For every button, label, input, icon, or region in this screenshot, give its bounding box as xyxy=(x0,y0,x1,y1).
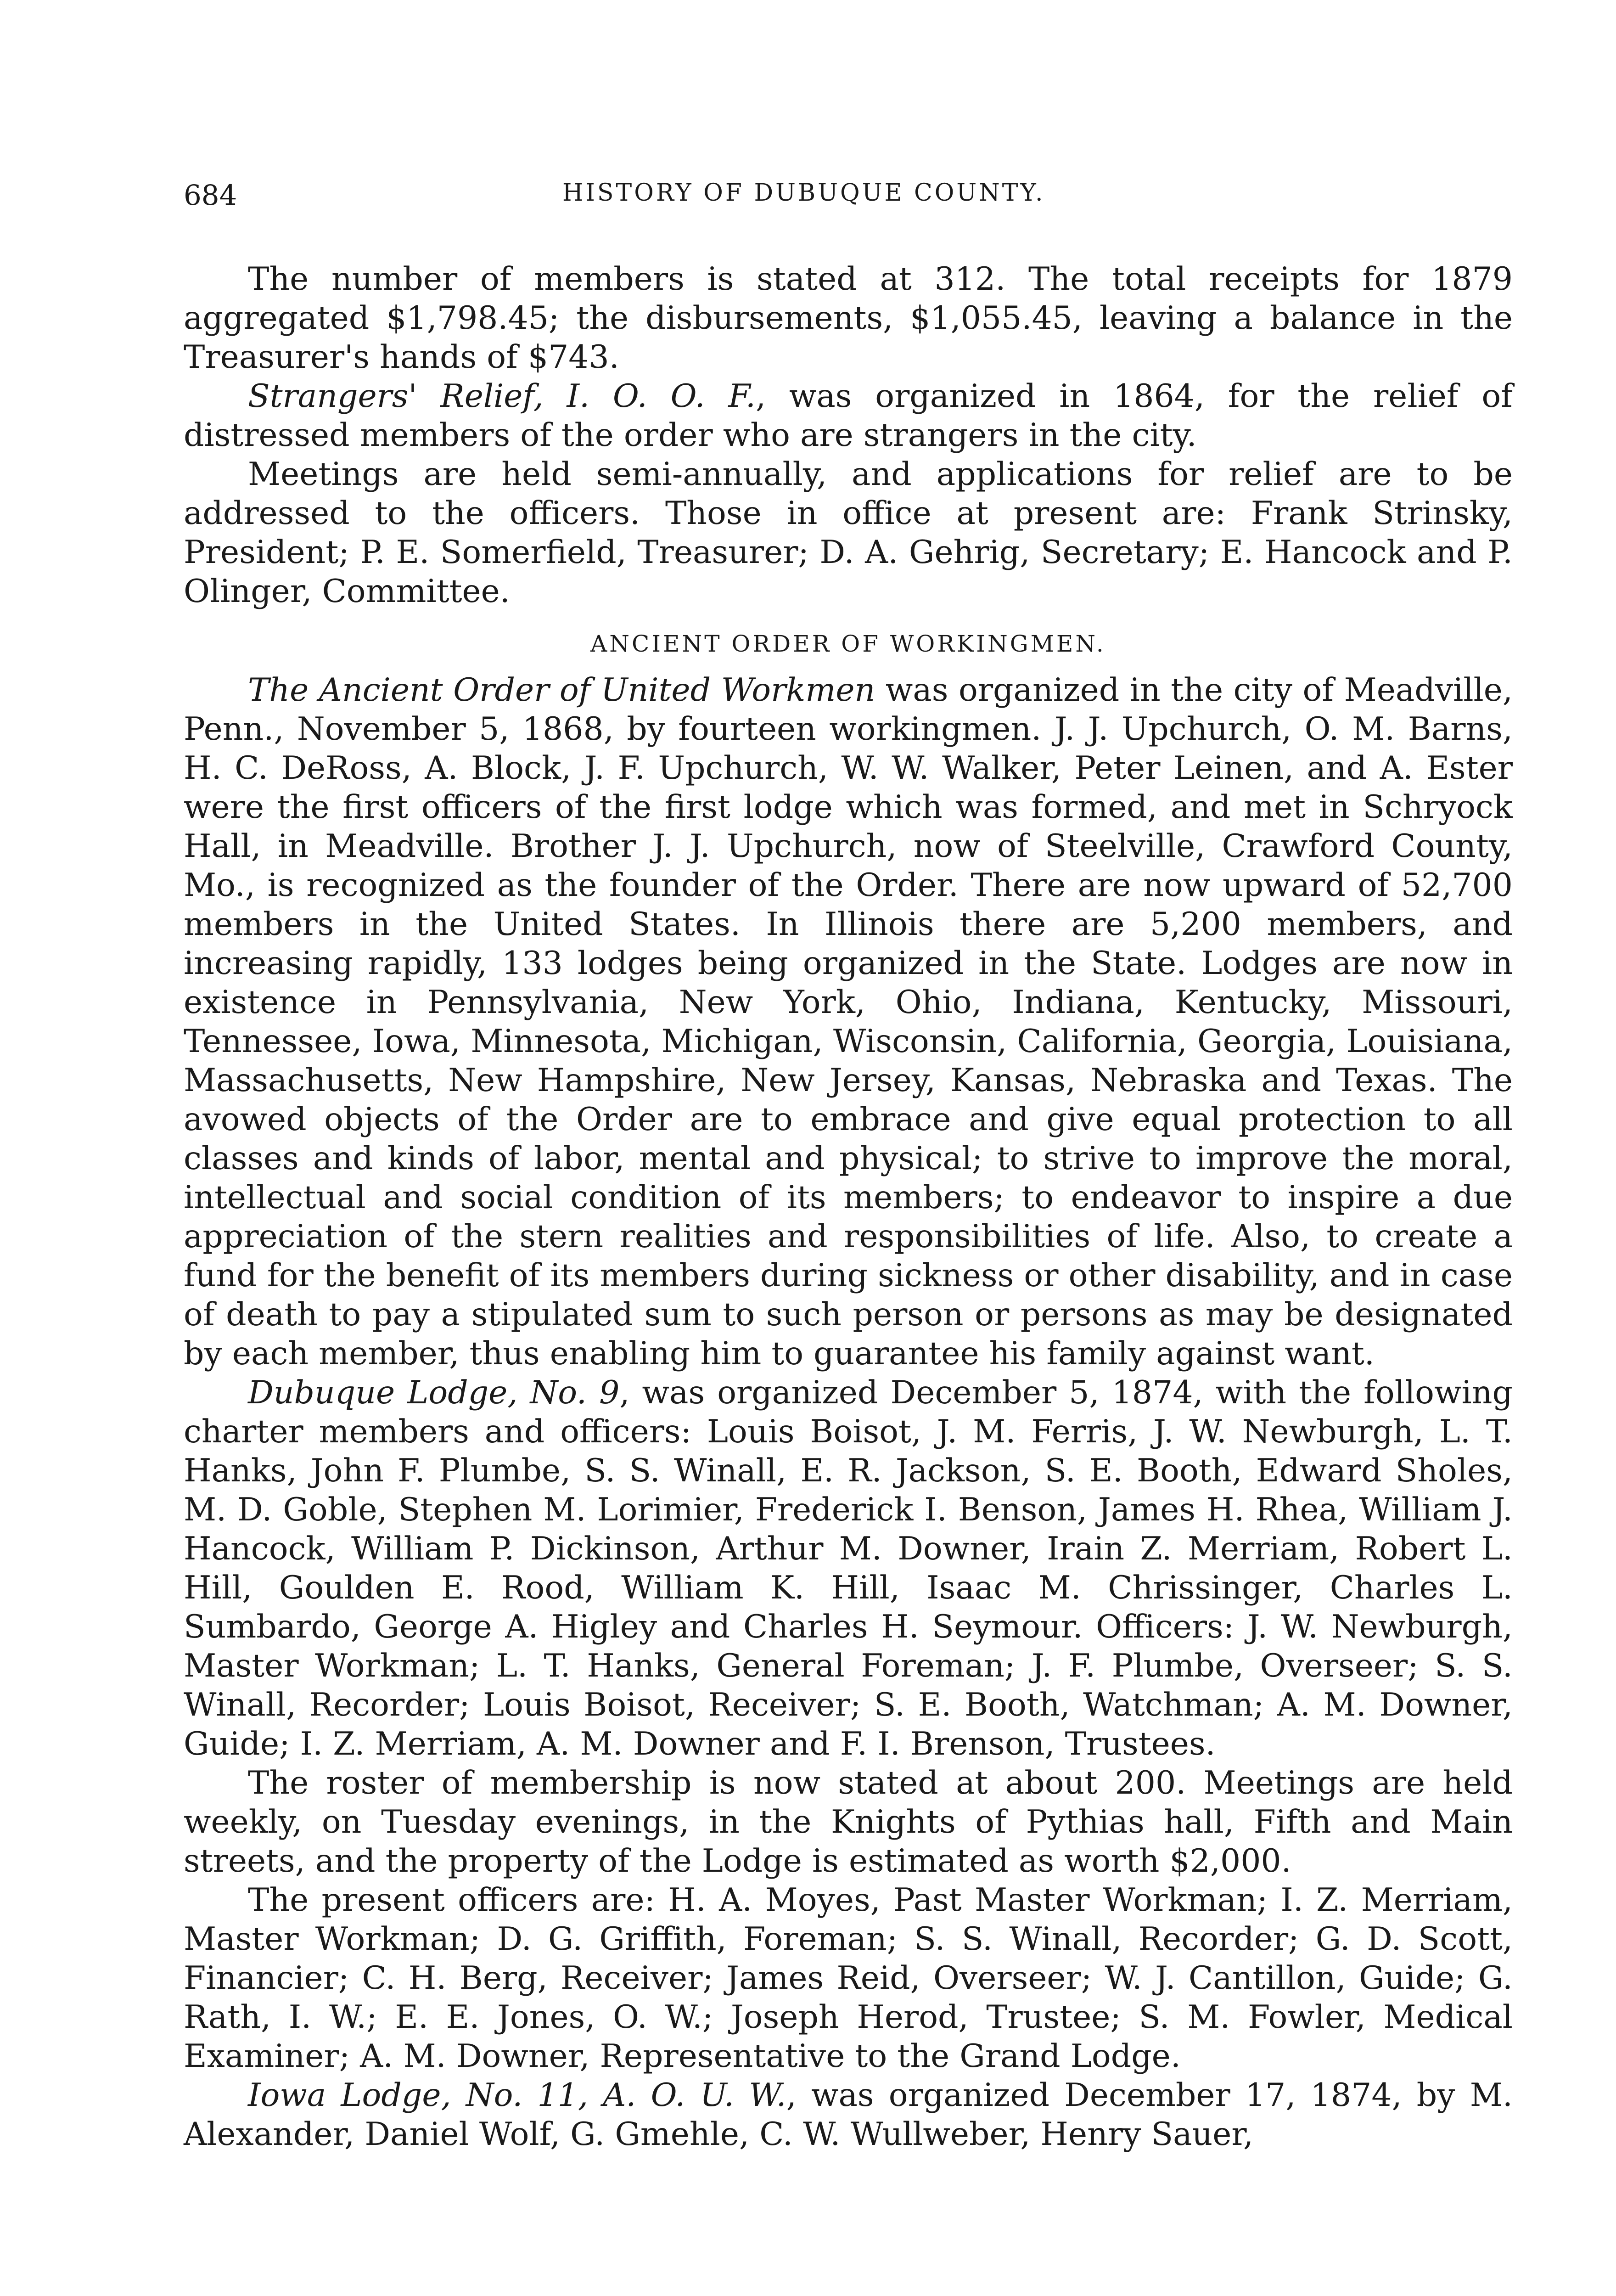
paragraph-present-officers: The present officers are: H. A. Moyes, Past Master Workman; I. Z. Merriam, Master Workman; D. G. Griffith, Foreman; S. S. Winall, Recorder; G. D. Scott, Financier; C. H. Berg, Receiver; James Reid, Overseer; W. J. Cantillon, Guide; G. Rath, I. W.; E. E. Jones, O. W.; Joseph Herod, Trustee; S. M. Fowler, Medical Examiner; A. M. Downer, Representative to the Grand Lodge. xyxy=(184,1881,1513,2075)
paragraph-strangers-relief xyxy=(184,377,1513,455)
ancient-order-text: was organized in the city of Meadville, Penn., November 5, 1868, by fourteen workingmen. J. J. Upchurch, O. M. Barns, H. C. DeRoss, A. Block, J. F. Upchurch, W. W. Walker, Peter Leinen, and A. Ester were the first officers of the first lodge which was formed, and met in Schryock Hall, in Meadville. Brother J. J. Upchurch, now of Steelville, Crawford County, Mo., is recognized as the founder of the Order. There are now upward of 52,700 members in the United States. In Illinois there are 5,200 members, and increasing rapidly, 133 lodges being organized in the State. Lodges are now in existence in Pennsylvania, New York, Ohio, Indiana, Kentucky, Missouri, Tennessee, Iowa, Minnesota, Michigan, Wisconsin, California, Georgia, Louisiana, Massachusetts, New Hampshire, New Jersey, Kansas, Nebraska and Texas. The avowed objects of the Order are to embrace and give equal protection to all classes and kinds of labor, mental and physical; to strive to improve the moral, intellectual and social condition of its members; to endeavor to inspire a due appreciation of the stern realities and responsibilities of life. Also, to create a fund for the benefit of its members during sickness or other disability, and in case of death to pay a stipulated sum to such person or persons as may be designated by each member, thus enabling him to guarantee his family against want. xyxy=(184,671,1513,1372)
running-title: HISTORY OF DUBUQUE COUNTY. xyxy=(562,179,1045,207)
ancient-order-title: The Ancient Order of United Workmen xyxy=(248,671,875,709)
strangers-relief-text: , was organized in 1864, for the relief of distressed members of the order who are strangers in the city. xyxy=(184,377,1513,454)
running-head xyxy=(184,179,1513,230)
paragraph-dubuque-lodge xyxy=(184,1373,1513,1763)
paragraph-membership-receipts: The number of members is stated at 312. The total receipts for 1879 aggregated $1,798.45; the disbursements, $1,055.45, leaving a balance in the Treasurer's hands of $743. xyxy=(184,260,1513,376)
page-number: 684 xyxy=(184,179,237,212)
paragraph-roster: The roster of membership is now stated at about 200. Meetings are held weekly, on Tuesday evenings, in the Knights of Pythias hall, Fifth and Main streets, and the property of the Lodge is estimated as worth $2,000. xyxy=(184,1764,1513,1880)
section-heading: ANCIENT ORDER OF WORKINGMEN. xyxy=(590,630,1106,657)
book-page xyxy=(184,179,1513,2154)
body-text xyxy=(184,259,1513,2154)
strangers-relief-title: Strangers' Relief, I. O. O. F. xyxy=(248,377,756,415)
dubuque-lodge-title: Dubuque Lodge, No. 9 xyxy=(248,1374,620,1411)
iowa-lodge-text: , was organized December 17, 1874, by M. Alexander, Daniel Wolf, G. Gmehle, C. W. Wullweber, Henry Sauer, xyxy=(184,2077,1513,2153)
dubuque-lodge-text: , was organized December 5, 1874, with the following charter members and officers: Louis Boisot, J. M. Ferris, J. W. Newburgh, L. T. Hanks, John F. Plumbe, S. S. Winall, E. R. Jackson, S. E. Booth, Edward Sholes, M. D. Goble, Stephen M. Lorimier, Frederick I. Benson, James H. Rhea, William J. Hancock, William P. Dickinson, Arthur M. Downer, Irain Z. Merriam, Robert L. Hill, Goulden E. Rood, William K. Hill, Isaac M. Chrissinger, Charles L. Sumbardo, George A. Higley and Charles H. Seymour. Officers: J. W. Newburgh, Master Workman; L. T. Hanks, General Foreman; J. F. Plumbe, Overseer; S. S. Winall, Recorder; Louis Boisot, Receiver; S. E. Booth, Watchman; A. M. Downer, Guide; I. Z. Merriam, A. M. Downer and F. I. Brenson, Trustees. xyxy=(184,1374,1513,1762)
paragraph-ancient-order xyxy=(184,670,1513,1373)
iowa-lodge-title: Iowa Lodge, No. 11, A. O. U. W. xyxy=(248,2077,786,2114)
paragraph-iowa-lodge xyxy=(184,2076,1513,2154)
paragraph-meetings: Meetings are held semi-annually, and applications for relief are to be addressed to the officers. Those in office at present are: Frank Strinsky, President; P. E. Somerfield, Treasurer; D. A. Gehrig, Secretary; E. Hancock and P. Olinger, Committee. xyxy=(184,456,1513,610)
